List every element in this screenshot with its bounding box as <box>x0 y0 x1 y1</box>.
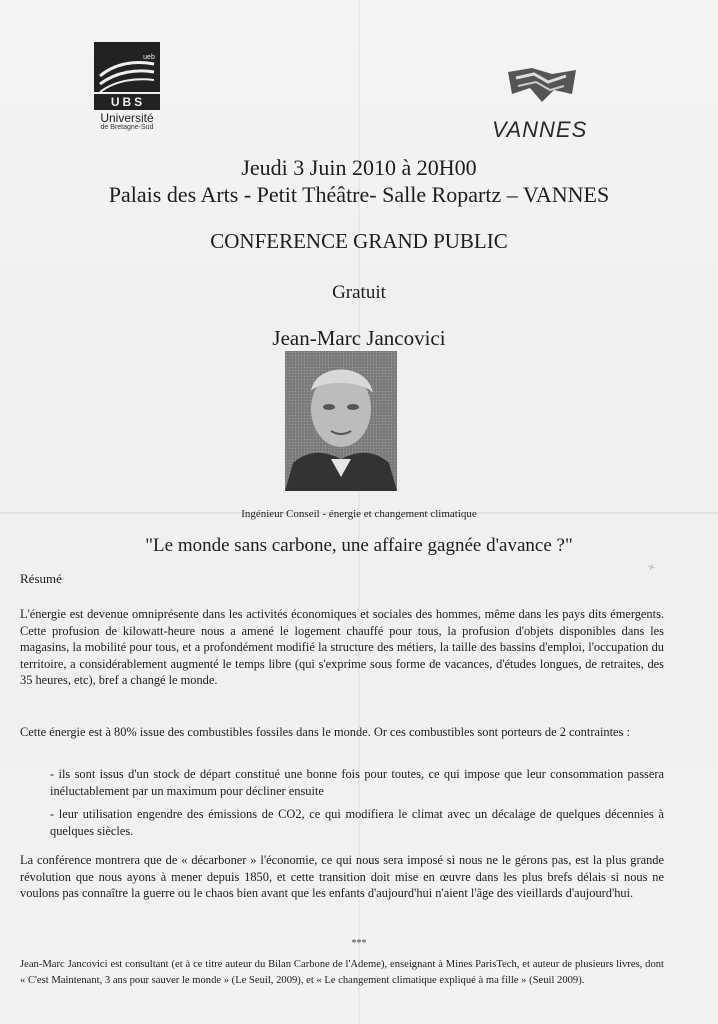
stamp-mark: ✕ <box>646 560 658 574</box>
vannes-name: VANNES <box>492 117 588 142</box>
speaker-portrait <box>285 351 397 491</box>
speaker-name: Jean-Marc Jancovici <box>272 326 446 350</box>
vannes-emblem <box>502 64 582 108</box>
constraint-item-1: - ils sont issus d'un stock de départ constitué une bonne fois pour toutes, ce qui impose que leur consommation passera inéluctablement par un maximum pour décliner ensuite <box>50 767 664 798</box>
ubs-initials: UBS <box>110 95 146 109</box>
event-price: Gratuit <box>332 282 386 303</box>
speaker-bio: Jean-Marc Jancovici est consultant (et à ce titre auteur du Bilan Carbone de l'Ademe), enseignant à Mines ParisTech, et auteur de plusieurs livres, dont « C'est Maintenant, 3 ans pour sauver le monde » (Le Seuil, 2009), et « Le changement climatique expliqué à ma fille » (Seuil 2009). <box>20 959 664 986</box>
summary-paragraph-2: Cette énergie est à 80% issue des combustibles fossiles dans le monde. Or ces combustibles sont porteurs de 2 contraintes : <box>20 725 630 739</box>
ueb-tag: ueb <box>143 54 155 61</box>
event-date: Jeudi 3 Juin 2010 à 20H00 <box>241 155 477 180</box>
separator: *** <box>351 938 367 949</box>
speaker-caption: Ingénieur Conseil - énergie et changement climatique <box>241 508 477 520</box>
ubs-subtitle: de Bretagne-Sud <box>100 124 154 131</box>
event-venue: Palais des Arts - Petit Théâtre- Salle Ropartz – VANNES <box>108 182 610 207</box>
ubs-emblem <box>94 42 160 110</box>
summary-paragraph-3: La conférence montrera que de « décarboner » l'économie, ce qui nous sera imposé si nous ne le gérons pas, est la plus grande révolution que nous ayons à mener depuis 1850, et cette transition doit mise en œuvre dans les plus brefs délais si nous ne voulons pas connaître la guerre ou le chaos bien avant que les enfants d'aujourd'hui n'aient l'âge des vieillards d'aujourd'hui. <box>20 853 664 900</box>
vannes-logo <box>492 64 592 143</box>
talk-title: "Le monde sans carbone, une affaire gagnée d'avance ?" <box>145 535 573 556</box>
ubs-name: Université <box>100 111 154 125</box>
constraint-item-2: - leur utilisation engendre des émissions de CO2, ce qui modifiera le climat avec un décalage de quelques décennies à quelques siècles. <box>50 807 664 838</box>
ubs-logo <box>90 42 164 132</box>
summary-paragraph-1: L'énergie est devenue omniprésente dans les activités économiques et sociales des hommes, même dans les pays dits émergents. Cette profusion de kilowatt-heure nous a amené le logement chauffé pour tous, la profusion d'objets disponibles dans les magasins, la mobilité pour tous, et a profondément modifié la structure des métiers, la taille des bassins d'emploi, l'occupation du territoire, a considérablement augmenté le temps libre (qui s'exprime sous forme de vacances, d'études longues, de retraites, des 35 heures, etc), bref a changé le monde. <box>20 607 664 687</box>
summary-heading: Résumé <box>20 571 62 586</box>
event-type: CONFERENCE GRAND PUBLIC <box>210 229 508 253</box>
